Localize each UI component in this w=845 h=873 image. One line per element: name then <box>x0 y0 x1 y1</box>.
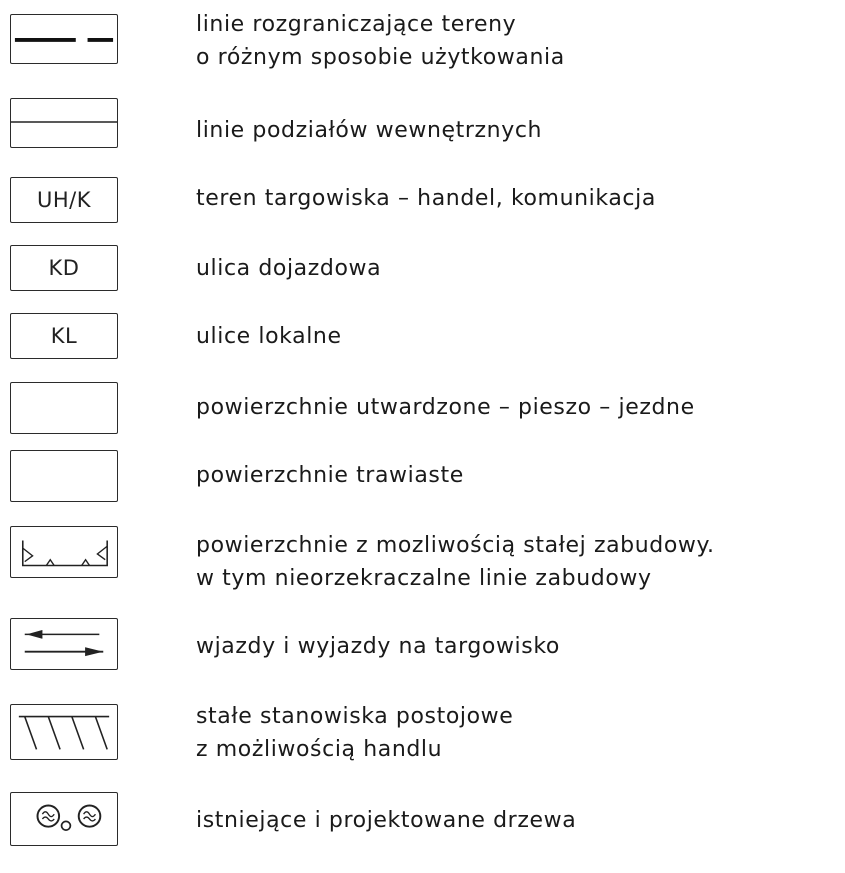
parking-stalls-icon <box>10 704 118 760</box>
zone-code: KL <box>50 324 78 348</box>
access-street-code-box <box>10 245 118 291</box>
building-line-icon <box>10 526 118 578</box>
hardened-surface-box <box>10 382 118 434</box>
zone-code: UH/K <box>36 188 91 212</box>
legend-label-line: ulica dojazdowa <box>196 256 382 281</box>
legend-label-line: powierzchnie utwardzone – pieszo – jezdne <box>196 395 695 420</box>
legend-label-line: linie podziałów wewnętrznych <box>196 118 543 143</box>
internal-division-icon <box>10 98 118 148</box>
legend-label-line: wjazdy i wyjazdy na targowisko <box>196 634 560 659</box>
zone-code: KD <box>48 256 80 280</box>
legend-label-line: z możliwością handlu <box>196 737 443 762</box>
legend-label-line: ulice lokalne <box>196 324 342 349</box>
legend-label-line: istniejące i projektowane drzewa <box>196 808 577 833</box>
legend-label-line: powierzchnie z mozliwością stałej zabudowy. <box>196 533 715 558</box>
market-code-box <box>10 177 118 223</box>
legend-label-line: w tym nieorzekraczalne linie zabudowy <box>196 566 652 591</box>
legend-label-line: teren targowiska – handel, komunikacja <box>196 186 656 211</box>
boundary-line-icon <box>10 14 118 64</box>
trees-icon <box>10 792 118 846</box>
legend-label-line: stałe stanowiska postojowe <box>196 704 514 729</box>
grass-surface-box <box>10 450 118 502</box>
legend-label-line: o różnym sposobie użytkowania <box>196 45 565 70</box>
local-streets-code-box <box>10 313 118 359</box>
legend-label-line: linie rozgraniczające tereny <box>196 12 517 37</box>
legend-label-line: powierzchnie trawiaste <box>196 463 464 488</box>
entry-exit-arrows-icon <box>10 618 118 670</box>
